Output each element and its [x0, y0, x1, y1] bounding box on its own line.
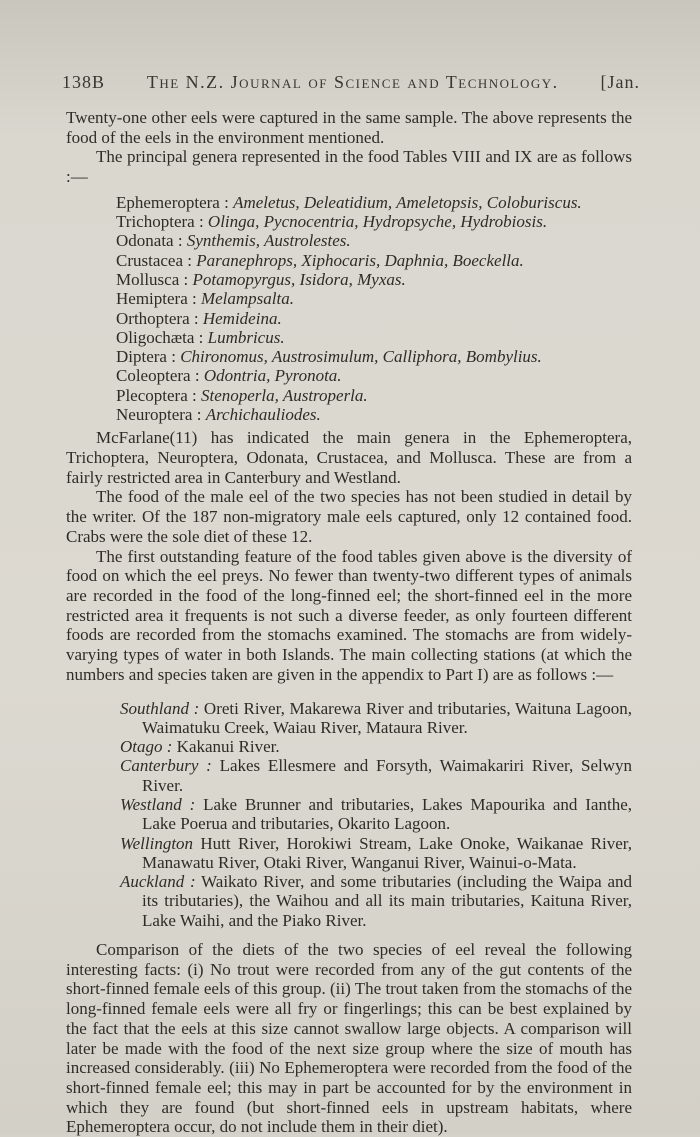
genera-item	[116, 347, 632, 366]
region-name: Otago :	[120, 737, 173, 757]
order-name: Oligochæta :	[116, 327, 204, 347]
station-places: Waikato River, and some tributaries (including the Waipa and its tributaries), the Waihou and all its main tributaries, Kaituna River, Lake Waihi, and the Piako River.	[142, 872, 632, 930]
order-name: Coleoptera :	[116, 366, 200, 386]
genera-names: Archichauliodes.	[205, 405, 321, 425]
region-name: Canterbury :	[120, 756, 212, 776]
genera-item	[116, 251, 632, 270]
region-name: Southland :	[120, 698, 200, 718]
genera-item	[116, 328, 632, 347]
page-header	[62, 72, 640, 93]
genera-names: Hemideina.	[202, 308, 282, 328]
station-places: Lake Brunner and tributaries, Lakes Mapourika and Ianthe, Lake Poerua and tributaries, Okarito Lagoon.	[142, 795, 632, 834]
genera-names: Melampsalta.	[200, 289, 294, 309]
order-name: Crustacea :	[116, 250, 192, 270]
genera-names: Stenoperla, Austroperla.	[200, 385, 368, 405]
region-name: Auckland :	[120, 872, 196, 892]
genera-names: Olinga, Pycnocentria, Hydropsyche, Hydrobiosis.	[207, 212, 548, 232]
paragraph: McFarlane(11) has indicated the main genera in the Ephemeroptera, Trichoptera, Neuroptera, Odonata, Crustacea, and Mollusca. These are from a fairly restricted area in Canterbury and Westland.	[66, 428, 632, 487]
genera-list	[116, 193, 632, 425]
station-places: Kakanui River.	[176, 737, 280, 757]
body-text	[66, 108, 632, 1137]
running-title: The N.Z. Journal of Science and Technology.	[146, 72, 559, 92]
station-item	[120, 756, 632, 795]
order-name: Hemiptera :	[116, 289, 197, 309]
station-item	[120, 872, 632, 930]
order-name: Diptera :	[116, 347, 176, 367]
station-places: Oreti River, Makarewa River and tributaries, Waituna Lagoon, Waimatuku Creek, Waiau River, Mataura River.	[142, 698, 633, 737]
genera-names: Odontria, Pyronota.	[203, 366, 342, 386]
order-name: Neuroptera :	[116, 405, 202, 425]
genera-item	[116, 309, 632, 328]
genera-item	[116, 289, 632, 308]
genera-item	[116, 270, 632, 289]
paragraph: The first outstanding feature of the food tables given above is the diversity of food on which the eel preys. No fewer than twenty-two different types of animals are recorded in the food of the long-finned eel; the short-finned eel in the more restricted area it frequents is not such a diverse feeder, as only fourteen different foods are recorded from the stomachs examined. The stomachs are from widely-varying types of water in both Islands. The main collecting stations (at which the numbers and species taken are given in the appendix to Part I) are as follows :—	[66, 546, 632, 684]
genera-names: Synthemis, Austrolestes.	[186, 231, 351, 251]
genera-item	[116, 212, 632, 231]
genera-item	[116, 366, 632, 385]
date-label: [Jan.	[600, 72, 640, 92]
station-list	[120, 699, 632, 931]
genera-names: Chironomus, Austrosimulum, Calliphora, Bombylius.	[180, 347, 542, 367]
genera-item	[116, 193, 632, 212]
order-name: Mollusca :	[116, 270, 189, 289]
paragraph: The principal genera represented in the food Tables VIII and IX are as follows :—	[66, 147, 632, 187]
genera-names: Ameletus, Deleatidium, Ameletopsis, Coloburiscus.	[233, 192, 582, 212]
station-places: Hutt River, Horokiwi Stream, Lake Onoke, Waikanae River, Manawatu River, Otaki River, Wanganui River, Wainui-o-Mata.	[142, 833, 633, 872]
paragraph: Comparison of the diets of the two species of eel reveal the following interesting facts: (i) No trout were recorded from any of the gut contents of the short-finned female eels of this group. (ii) The trout taken from the stomachs of the long-finned female eels were all fry or fingerlings; this can be best explained by the fact that the eels at this size cannot swallow large objects. A comparison will later be made with the food of the next size group where the size of mouth has increased considerably. (iii) No Ephemeroptera were recorded from the food of the short-finned female eel; this may in part be accounted for by the environment in which they are found (but short-finned eels in upstream habitats, where Ephemeroptera occur, do not include them in their diet).	[66, 940, 632, 1137]
genera-names: Paranephrops, Xiphocaris, Daphnia, Boeckella.	[196, 250, 524, 270]
region-name: Wellington	[120, 833, 194, 853]
station-places: Lakes Ellesmere and Forsyth, Waimakariri River, Selwyn River.	[142, 756, 633, 795]
genera-names: Lumbricus.	[207, 327, 285, 347]
page-number: 138B	[62, 72, 106, 92]
genera-names: Potamopyrgus, Isidora, Myxas.	[192, 270, 406, 289]
order-name: Odonata :	[116, 231, 183, 251]
genera-item	[116, 386, 632, 405]
order-name: Plecoptera :	[116, 385, 197, 405]
order-name: Ephemeroptera :	[116, 192, 229, 212]
station-item	[120, 834, 632, 873]
paragraph: The food of the male eel of the two species has not been studied in detail by the writer. Of the 187 non-migratory male eels captured, only 12 contained food. Crabs were the sole diet of these 12.	[66, 487, 632, 546]
order-name: Trichoptera :	[116, 212, 204, 232]
station-item	[120, 737, 632, 756]
paragraph: Twenty-one other eels were captured in the same sample. The above represents the food of the eels in the environment mentioned.	[66, 108, 632, 147]
genera-item	[116, 231, 632, 250]
region-name: Westland :	[120, 795, 196, 814]
station-item	[120, 795, 632, 834]
order-name: Orthoptera :	[116, 308, 199, 328]
station-item	[120, 699, 632, 738]
genera-item	[116, 405, 632, 424]
